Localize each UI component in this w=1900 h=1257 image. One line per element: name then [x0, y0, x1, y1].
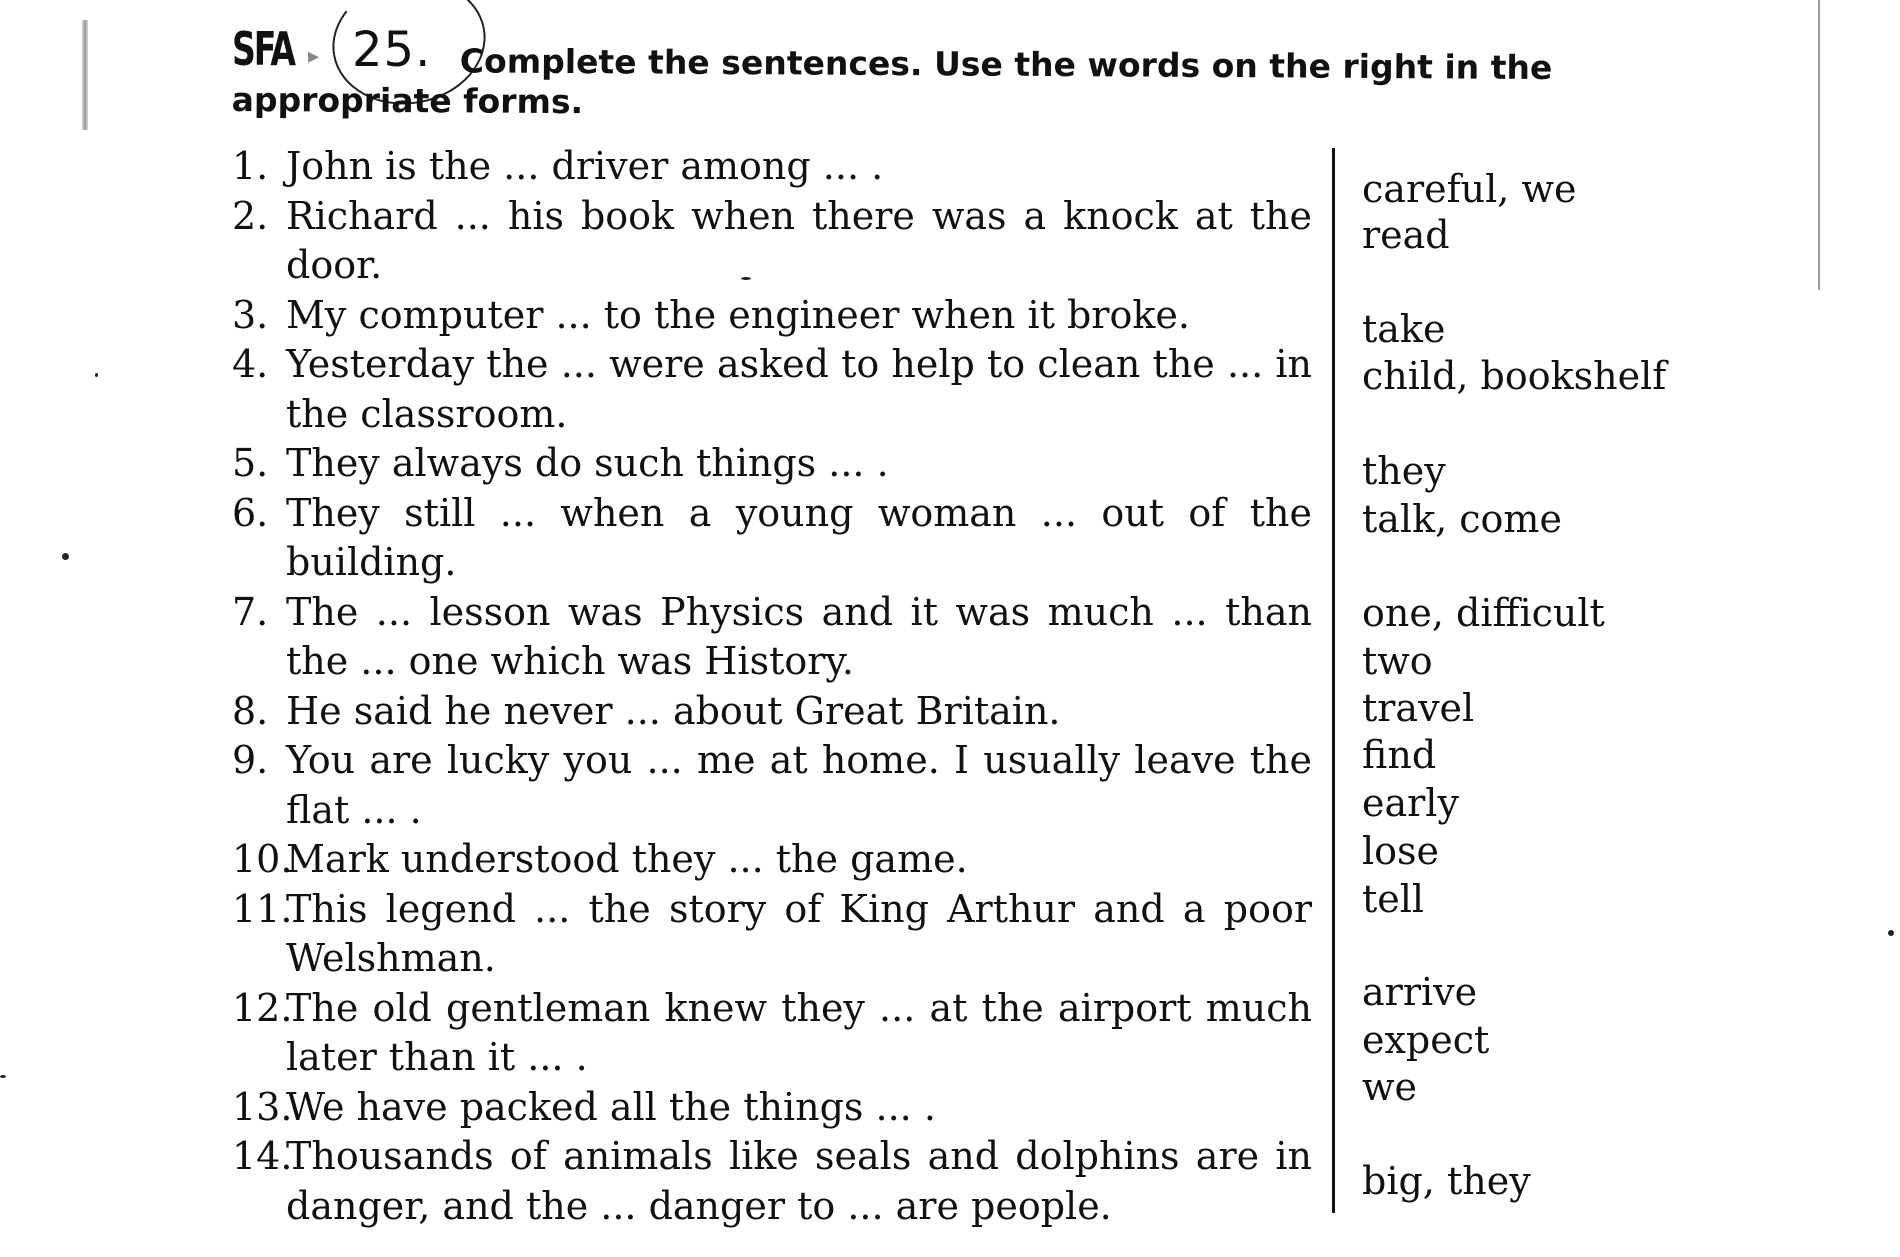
sentence-item	[232, 192, 1312, 291]
word-hint: lose	[1362, 829, 1440, 873]
word-hint: one, difficult	[1362, 591, 1605, 635]
word-hint: early	[1362, 781, 1459, 825]
item-number: 12.	[232, 985, 293, 1030]
section-badge: SFA	[232, 22, 294, 76]
sentence-item	[232, 1132, 1312, 1231]
column-divider	[1332, 148, 1335, 1213]
sentence-item	[232, 439, 1312, 489]
sentence-list	[232, 142, 1312, 1231]
sentence-text: This legend ... the story of King Arthur and a poor Welshman.	[286, 886, 1312, 980]
word-hint: big, they	[1362, 1159, 1531, 1203]
sentence-item	[232, 340, 1312, 439]
item-number: 1.	[232, 144, 269, 188]
item-number: 2.	[232, 193, 269, 238]
word-hint: travel	[1362, 686, 1475, 730]
scan-speck	[62, 553, 69, 560]
word-hint: careful, we	[1362, 167, 1577, 211]
sentence-text: The old gentleman knew they ... at the airport much later than it ... .	[286, 985, 1312, 1079]
sentence-text: Mark understood they ... the game.	[286, 837, 968, 881]
scan-edge-right	[1818, 0, 1820, 290]
sentence-item	[232, 588, 1312, 687]
exercise-instruction: Complete the sentences. Use the words on the right in the appropriate forms.	[231, 41, 1553, 122]
sentence-text: We have packed all the things ... .	[286, 1084, 936, 1129]
item-number: 7.	[232, 589, 269, 634]
word-hint: arrive	[1362, 970, 1478, 1014]
sentence-item	[232, 1083, 1312, 1133]
item-number: 8.	[232, 688, 269, 733]
sentence-item	[232, 835, 1312, 885]
sentence-text: The ... lesson was Physics and it was much ... than the ... one which was History.	[286, 589, 1312, 683]
sentence-item	[232, 984, 1312, 1083]
arrow-icon: ▸	[308, 44, 320, 69]
scan-edge-left	[82, 20, 88, 130]
sentence-item	[232, 142, 1312, 192]
exercise-number: 25.	[352, 22, 432, 78]
item-number: 4.	[232, 342, 269, 386]
scan-speck	[0, 1075, 6, 1078]
sentence-text: He said he never ... about Great Britain.	[286, 688, 1061, 733]
item-number: 11.	[232, 886, 293, 931]
word-hint: expect	[1362, 1018, 1490, 1062]
item-number: 10.	[232, 837, 293, 881]
word-hint: read	[1362, 213, 1450, 257]
scan-speck	[95, 373, 98, 377]
item-number: 5.	[232, 441, 269, 485]
word-hint: child, bookshelf	[1362, 354, 1667, 398]
sentence-item	[232, 291, 1312, 341]
sentence-text: They always do such things ... .	[286, 441, 889, 485]
sentence-text: They still ... when a young woman ... out of the building.	[286, 490, 1312, 584]
sentence-text: My computer ... to the engineer when it broke.	[286, 292, 1190, 337]
sentence-item	[232, 885, 1312, 984]
item-number: 13.	[232, 1084, 293, 1129]
sentence-item	[232, 489, 1312, 588]
scan-speck	[741, 277, 751, 280]
scan-speck	[1888, 930, 1894, 936]
sentence-item	[232, 687, 1312, 737]
word-hint: we	[1362, 1065, 1418, 1109]
item-number: 3.	[232, 292, 269, 337]
item-number: 6.	[232, 490, 269, 535]
word-hint: take	[1362, 307, 1446, 351]
sentence-text: John is the ... driver among ... .	[286, 144, 884, 188]
word-hint: talk, come	[1362, 497, 1562, 541]
word-hint: find	[1362, 733, 1437, 777]
sentence-text: Thousands of animals like seals and dolphins are in danger, and the ... danger to ... are people.	[286, 1134, 1312, 1228]
word-hint: they	[1362, 449, 1446, 493]
word-hint: tell	[1362, 877, 1425, 921]
word-hint: two	[1362, 639, 1433, 683]
sentence-item	[232, 736, 1312, 835]
sentence-text: Richard ... his book when there was a knock at the door.	[286, 193, 1312, 287]
sentence-text: You are lucky you ... me at home. I usually leave the flat ... .	[286, 738, 1312, 832]
item-number: 9.	[232, 738, 269, 782]
sentence-text: Yesterday the ... were asked to help to clean the ... in the classroom.	[286, 342, 1312, 436]
item-number: 14.	[232, 1134, 293, 1178]
